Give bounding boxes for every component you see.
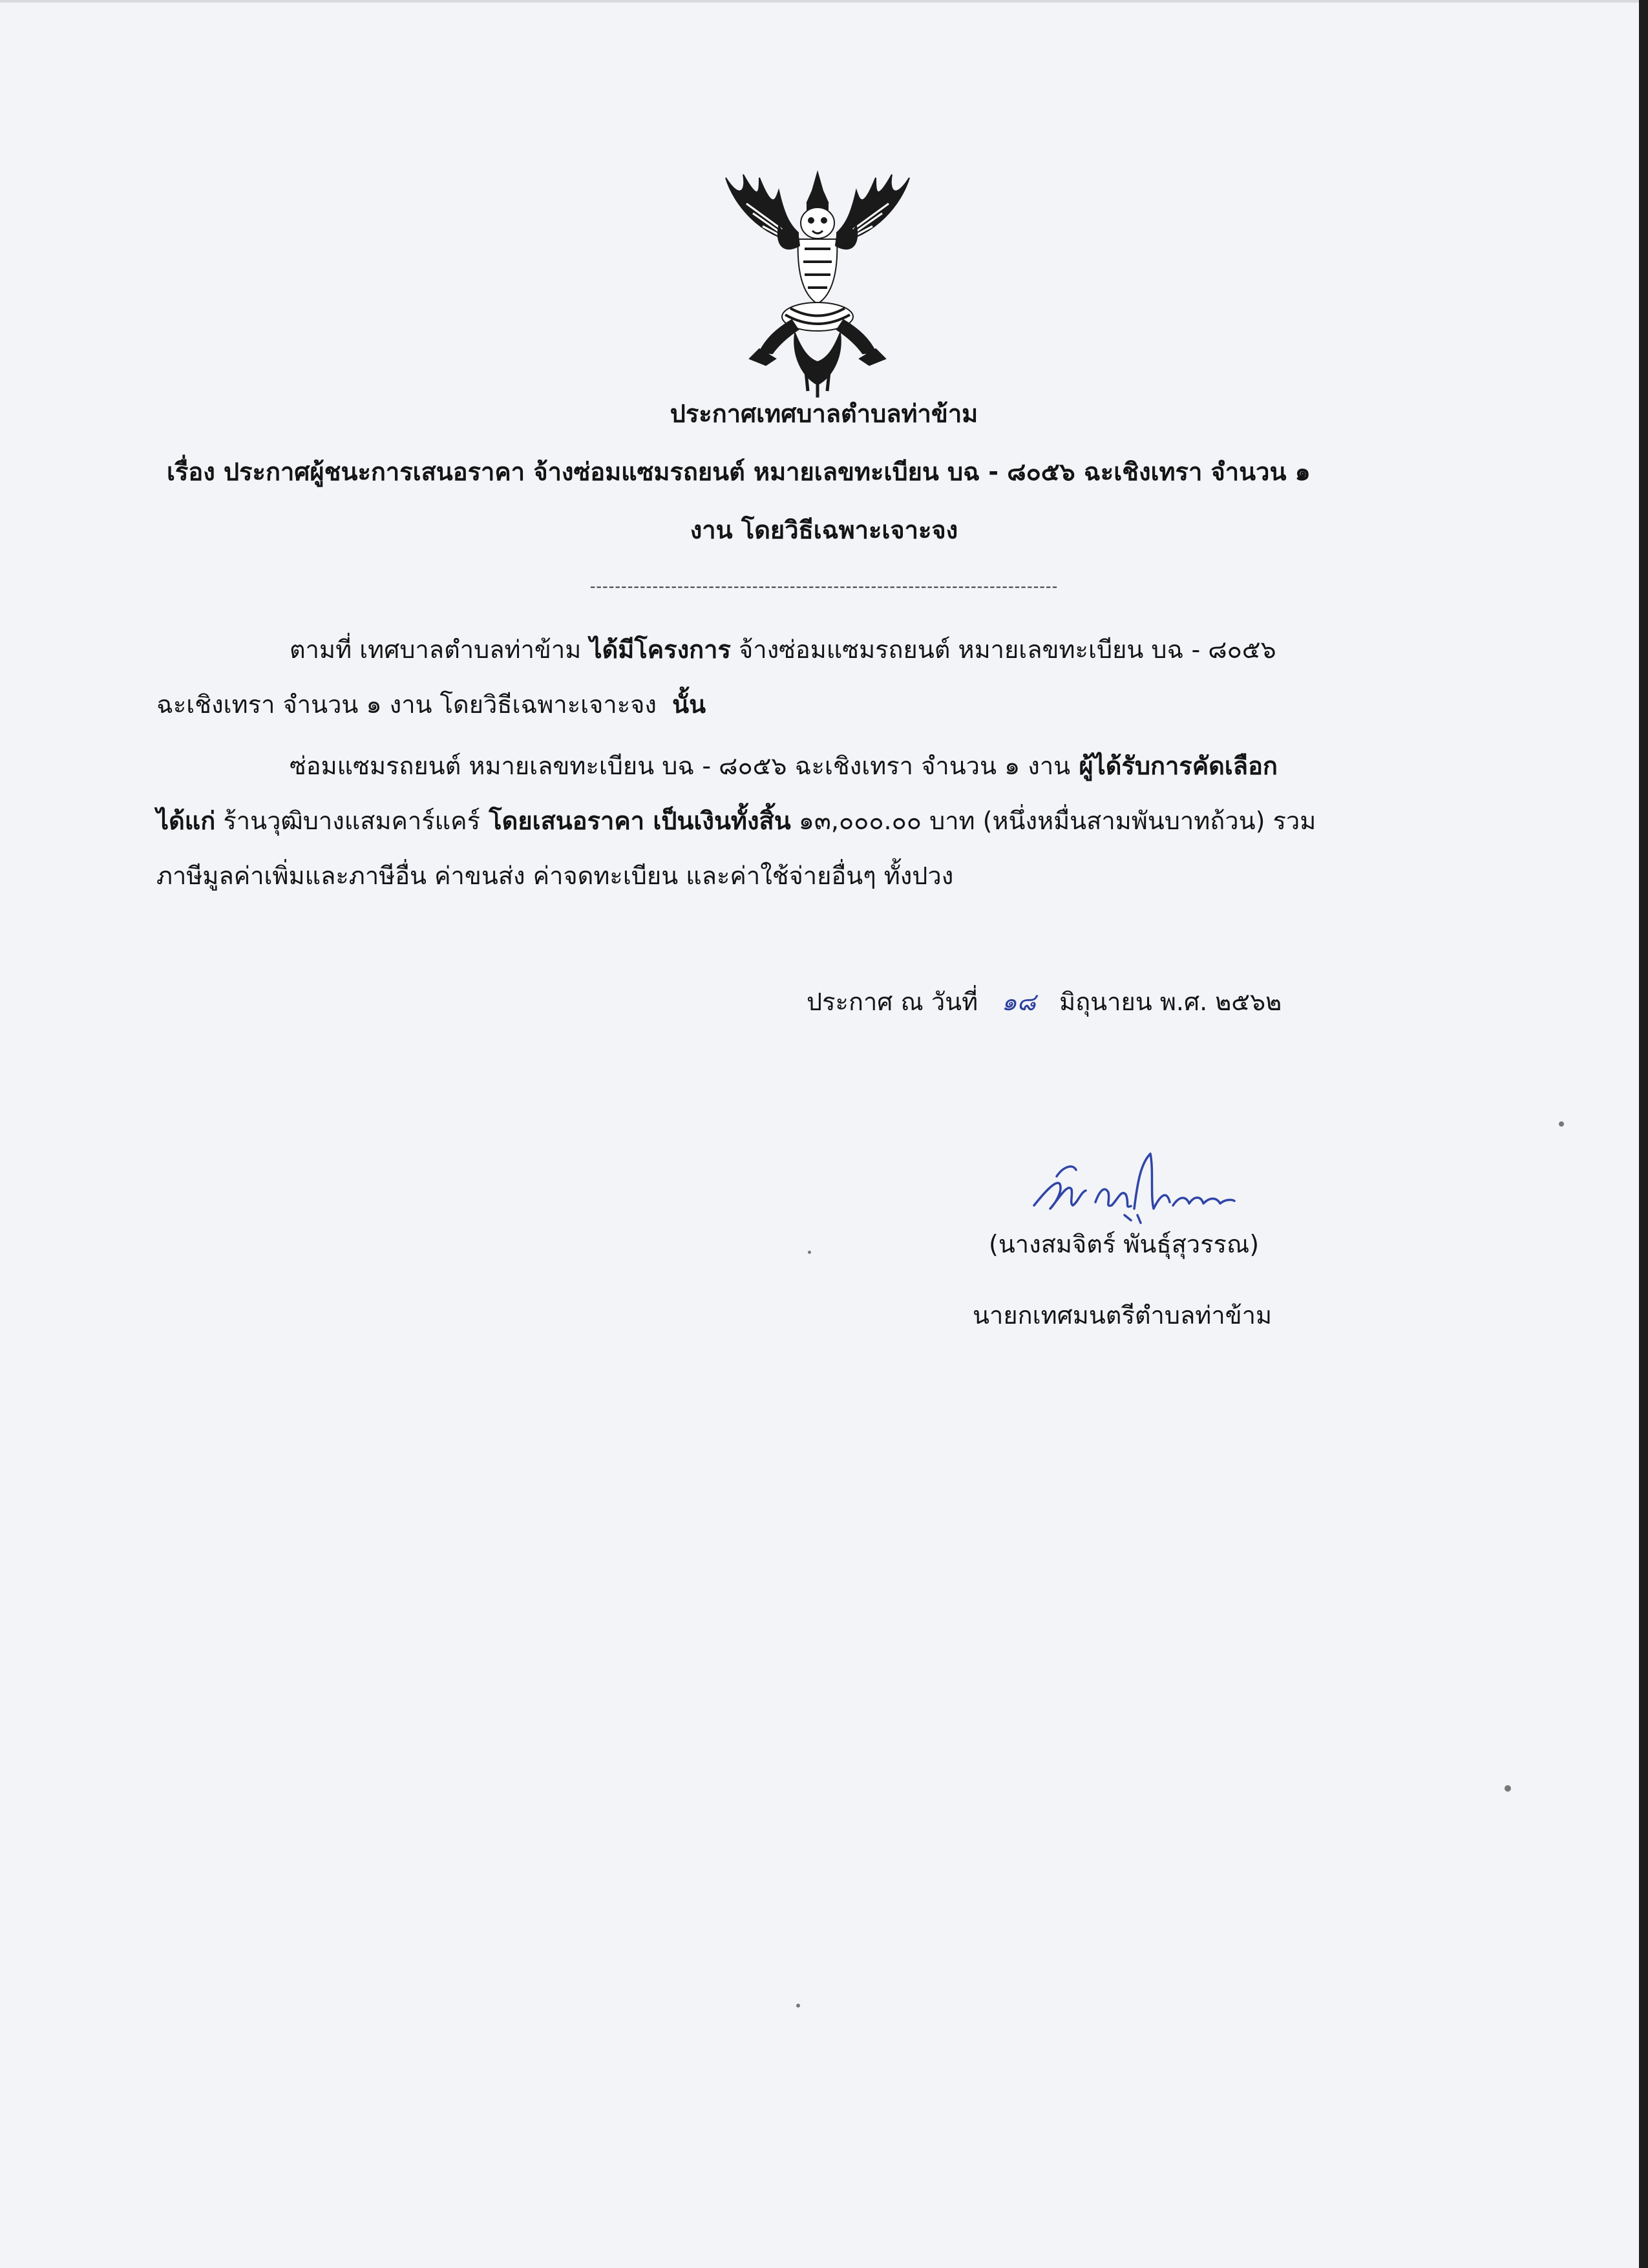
p2-text-f: เป็นเงินทั้งสิ้น bbox=[644, 807, 791, 835]
p1-text-b: ได้มีโครงการ bbox=[581, 635, 731, 664]
divider: --------------------------------------------------------------------------- bbox=[589, 577, 1059, 595]
announcement-title: ประกาศเทศบาลตำบลท่าข้าม bbox=[670, 399, 978, 428]
handwritten-signature bbox=[1028, 1144, 1247, 1228]
date-rest: มิถุนายน พ.ศ. ๒๕๖๒ bbox=[1059, 988, 1282, 1016]
p1-text-a: ตามที่ เทศบาลตำบลท่าข้าม bbox=[290, 635, 582, 664]
signatory-position: นายกเทศมนตรีตำบลท่าข้าม bbox=[973, 1301, 1273, 1330]
p2-text-g: ๑๓,๐๐๐.๐๐ บาท (หนึ่งหมื่นสามพันบาทถ้วน) รวม bbox=[790, 807, 1316, 835]
paragraph-2-line-3: ภาษีมูลค่าเพิ่มและภาษีอื่น ค่าขนส่ง ค่าจดทะเบียน และค่าใช้จ่ายอื่นๆ ทั้งปวง bbox=[156, 862, 954, 890]
date-prefix: ประกาศ ณ วันที่ bbox=[807, 988, 978, 1016]
paragraph-2-line-1 bbox=[290, 750, 1278, 782]
subject-line-2: งาน โดยวิธีเฉพาะเจาะจง bbox=[690, 516, 958, 544]
p2-text-a: ซ่อมแซมรถยนต์ หมายเลขทะเบียน บฉ - ๘๐๕๖ ฉะเชิงเทรา จำนวน ๑ งาน bbox=[290, 752, 1071, 780]
paragraph-1-line-2 bbox=[156, 688, 706, 721]
scan-speck bbox=[796, 2004, 800, 2008]
p2-text-e: โดยเสนอราคา bbox=[480, 807, 645, 835]
scan-speck bbox=[1505, 1785, 1511, 1792]
scan-edge-right bbox=[1639, 0, 1648, 2268]
announcement-date bbox=[807, 986, 1282, 1018]
p1-text-c: จ้างซ่อมแซมรถยนต์ หมายเลขทะเบียน บฉ - ๘๐๕๖ bbox=[730, 635, 1276, 664]
date-day: ๑๘ bbox=[1001, 988, 1036, 1016]
p2-text-b: ผู้ได้รับการคัดเลือก bbox=[1070, 752, 1278, 780]
signatory-name: (นางสมจิตร์ พันธุ์สุวรรณ) bbox=[989, 1230, 1260, 1258]
scan-edge-top bbox=[0, 0, 1648, 3]
p1-text-d: ฉะเชิงเทรา จำนวน ๑ งาน โดยวิธีเฉพาะเจาะจง bbox=[156, 690, 657, 719]
scan-speck bbox=[808, 1251, 811, 1254]
p2-text-d: ร้านวุฒิบางแสมคาร์แคร์ bbox=[215, 807, 481, 835]
p1-text-e: นั้น bbox=[672, 690, 706, 719]
scan-speck bbox=[1559, 1121, 1564, 1127]
paragraph-2-line-2 bbox=[156, 805, 1316, 837]
garuda-emblem-icon bbox=[714, 165, 921, 407]
paragraph-1-line-1 bbox=[290, 633, 1276, 666]
subject-line-1: เรื่อง ประกาศผู้ชนะการเสนอราคา จ้างซ่อมแซมรถยนต์ หมายเลขทะเบียน บฉ - ๘๐๕๖ ฉะเชิงเทรา จำนวน ๑ bbox=[167, 458, 1311, 486]
p2-text-c: ได้แก่ bbox=[156, 807, 216, 835]
